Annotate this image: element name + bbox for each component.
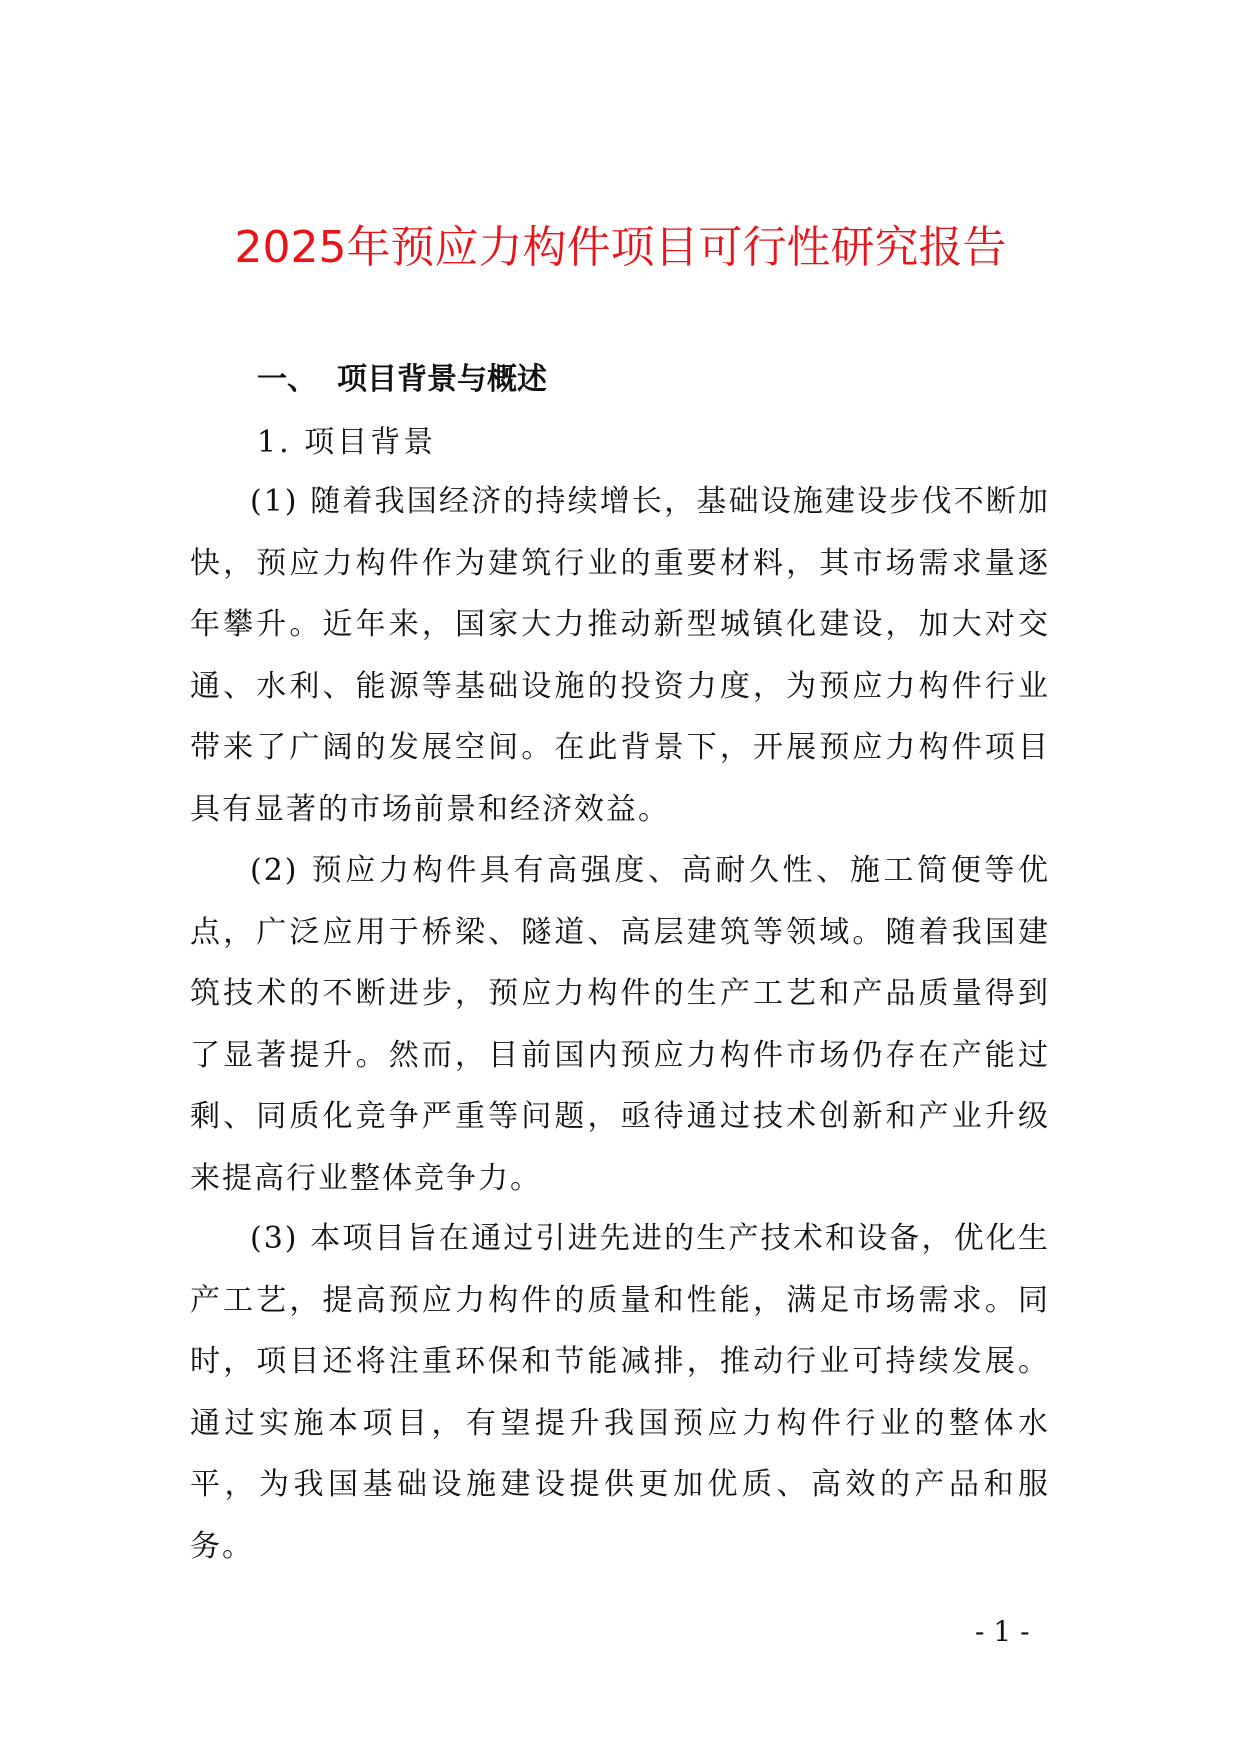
page-number: - 1 - [975, 1615, 1030, 1648]
section-number: 一、 [257, 362, 317, 397]
document-title: 2025年预应力构件项目可行性研究报告 [234, 222, 1007, 273]
subsection-heading: 1. 项目背景 [257, 425, 437, 460]
body-paragraph: (1) 随着我国经济的持续增长，基础设施建设步伐不断加快，预应力构件作为建筑行业的重要材料，其市场需求量逐年攀升。近年来，国家大力推动新型城镇化建设，加大对交通、水利、能源等基础设施的投资力度，为预应力构件行业带来了广阔的发展空间。在此背景下，开展预应力构件项目具有显著的市场前景和经济效益。 [190, 484, 1050, 827]
section-heading [257, 360, 547, 400]
body-paragraph: (3) 本项目旨在通过引进先进的生产技术和设备，优化生产工艺，提高预应力构件的质量和性能，满足市场需求。同时，项目还将注重环保和节能减排，推动行业可持续发展。通过实施本项目，有望提升我国预应力构件行业的整体水平，为我国基础设施建设提供更加优质、高效的产品和服务。 [190, 1221, 1050, 1564]
section-title: 项目背景与概述 [337, 362, 547, 397]
body-paragraph: (2) 预应力构件具有高强度、高耐久性、施工简便等优点，广泛应用于桥梁、隧道、高层建筑等领域。随着我国建筑技术的不断进步，预应力构件的生产工艺和产品质量得到了显著提升。然而，目前国内预应力构件市场仍存在产能过剩、同质化竞争严重等问题，亟待通过技术创新和产业升级来提高行业整体竞争力。 [190, 853, 1050, 1196]
